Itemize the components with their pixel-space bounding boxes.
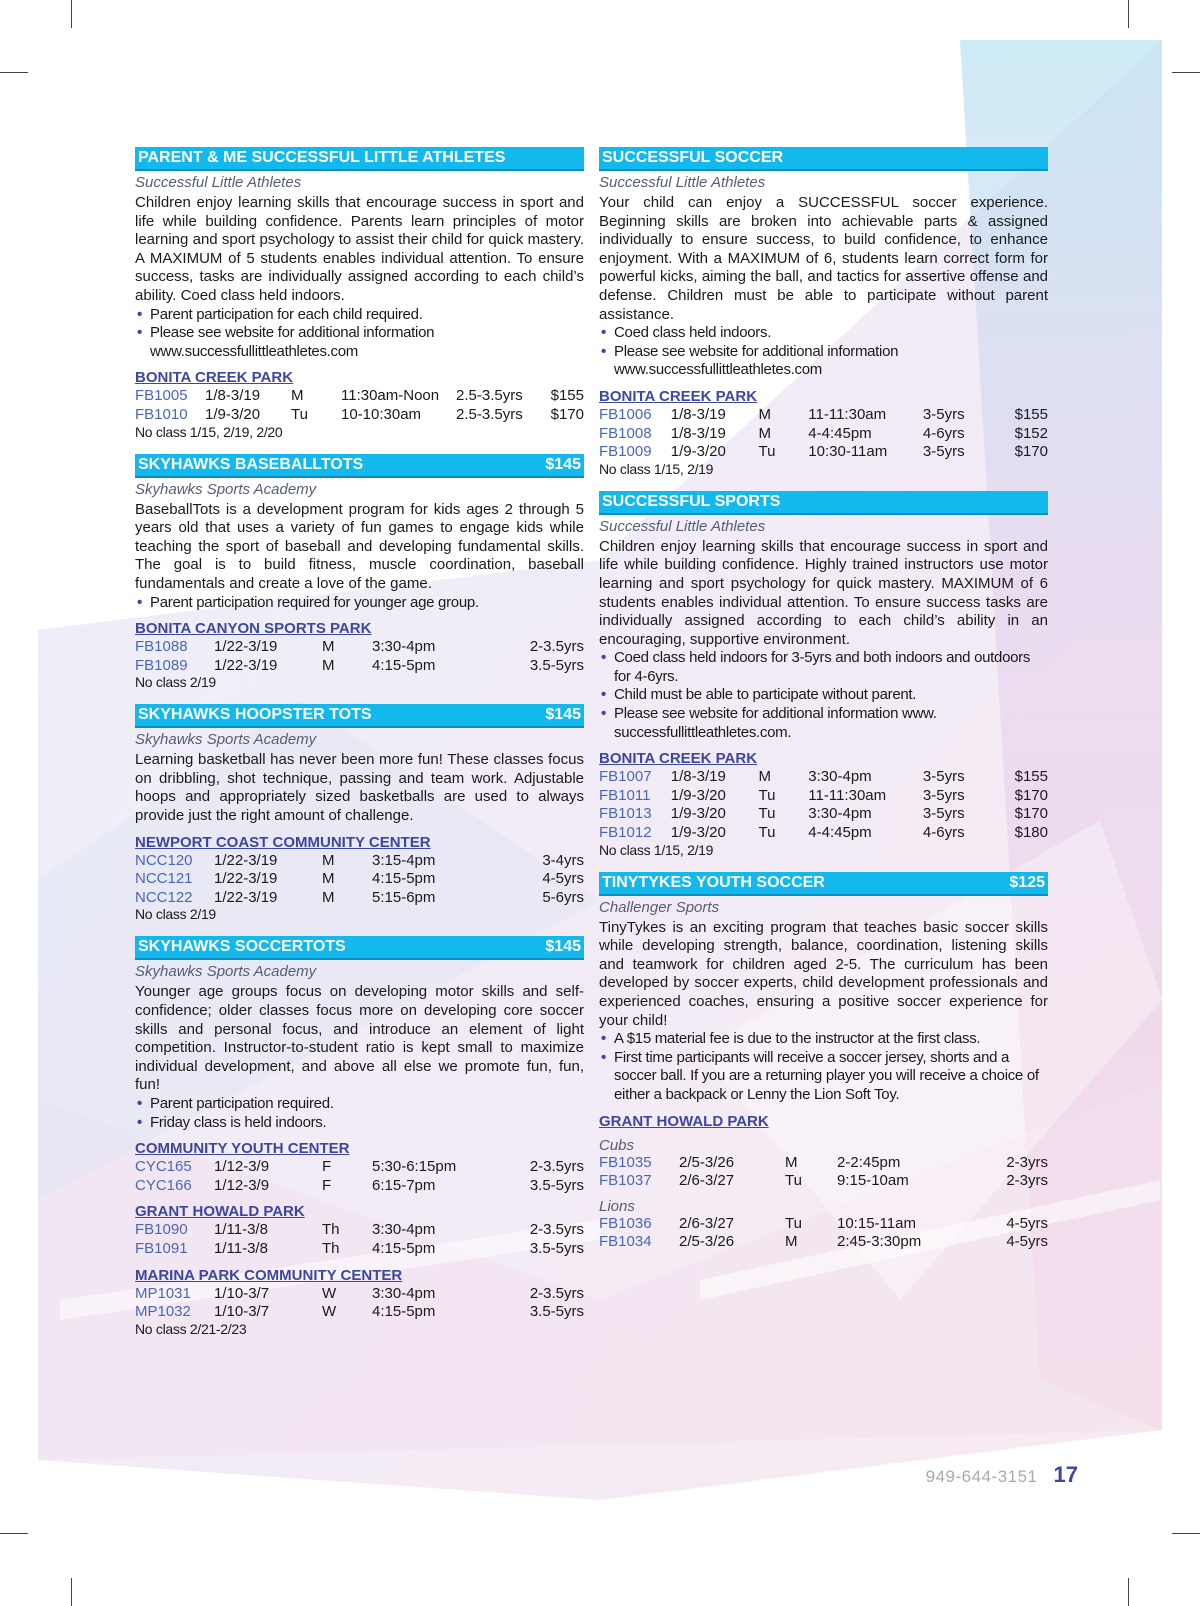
table-cell: 11-11:30am [808,786,887,804]
bullet-text: Please see website for additional information www.successfullittleathletes.com [614,342,899,379]
table-cell: $180 [1014,824,1048,842]
table-cell: 4:15-5pm [372,1303,436,1321]
description: Learning basketball has never been more fun! These classes focus on dribbling, shot technique, passing and team work. Adjustable hoops and appropriately sized basketballs are used to always provide just the right amount of challenge. [135,751,584,825]
table-cell: FB1011 [599,786,651,804]
table-cell: 1/8-3/19 [670,424,726,442]
table-cell: 11:30am-Noon [341,387,440,405]
bullet-icon: • [601,324,606,342]
table-row [599,787,1048,806]
table-cell: FB1009 [599,443,652,461]
table-cell: 1/9-3/20 [205,405,261,423]
bullet-item [599,705,1048,742]
table-cell: 4-4:45pm [808,424,872,442]
table-cell: M [785,1153,798,1171]
table-cell: 3:30-4pm [808,805,872,823]
bullet-text: First time participants will receive a soccer jersey, shorts and a soccer ball. If you are a returning player you will receive a choice of either a backpack or Lenny the Lion Soft Toy. [614,1048,1039,1103]
bullet-text: Parent participation required. [150,1095,334,1112]
table-cell: Tu [758,786,776,804]
table-cell: 2-3.5yrs [529,1221,584,1239]
bullet-text: Coed class held indoors for 3-5yrs and both indoors and outdoors for 4-6yrs. [614,649,1031,685]
table-cell: M [291,387,304,405]
bullet-icon: • [137,305,142,323]
table-cell: 4:15-5pm [372,656,436,674]
section-title: SKYHAWKS HOOPSTER TOTS [138,706,372,724]
table-cell: Tu [785,1172,802,1190]
bullet-icon: • [601,649,606,667]
table-cell: Tu [785,1214,802,1232]
location-name: COMMUNITY YOUTH CENTER [135,1140,350,1158]
table-cell: 3-4yrs [542,851,584,869]
table-row [599,824,1048,843]
bullet-item [599,1030,1048,1049]
section-price: $125 [1009,873,1045,891]
bullet-item [135,1114,584,1133]
table-cell: M [785,1233,798,1251]
table-cell: 3:30-4pm [372,1221,436,1239]
right-column [599,147,1048,1266]
table-row [135,870,584,889]
table-cell: 3-5yrs [922,443,965,461]
table-cell: 1/9-3/20 [670,443,726,461]
table-cell: $170 [1014,805,1048,823]
table-cell: 3.5-5yrs [529,656,584,674]
table-cell: FB1005 [135,387,188,405]
table-cell: M [758,424,771,442]
table-cell: 5:15-6pm [372,888,436,906]
table-cell: 2-3.5yrs [529,1158,584,1176]
table-cell: 1/9-3/20 [670,805,726,823]
location-name: NEWPORT COAST COMMUNITY CENTER [135,833,431,851]
table-cell: 5-6yrs [542,888,584,906]
table-cell: Th [322,1221,340,1239]
table-cell: 3-5yrs [922,768,965,786]
table-cell: $155 [1014,405,1048,423]
no-class-note: No class 1/15, 2/19 [599,460,714,477]
table-cell: FB1037 [599,1172,652,1190]
table-cell: 1/11-3/8 [214,1221,268,1239]
table-row [599,1154,1048,1173]
table-cell: 2-3yrs [1006,1153,1048,1171]
table-cell: FB1008 [599,424,652,442]
table-row [135,852,584,871]
table-cell: M [322,870,335,888]
table-row [135,1303,584,1322]
table-cell: 3.5-5yrs [529,1176,584,1194]
table-cell: $152 [1014,424,1048,442]
location-name: MARINA PARK COMMUNITY CENTER [135,1266,403,1284]
table-cell: 2.5-3.5yrs [456,387,523,405]
table-cell: 6:15-7pm [372,1176,436,1194]
table-cell: 1/12-3/9 [214,1158,270,1176]
table-cell: M [322,638,335,656]
class-section [135,936,584,1336]
table-cell: Tu [758,805,776,823]
bullet-icon: • [137,1095,142,1112]
no-class-note: No class 1/15, 2/19, 2/20 [135,423,283,440]
provider-name: Skyhawks Sports Academy [135,963,317,981]
section-price: $145 [545,706,581,724]
table-cell: 2-3.5yrs [529,1284,584,1302]
bullet-list [135,1095,584,1132]
table-cell: 2/6-3/27 [679,1172,735,1190]
table-cell: F [322,1176,332,1194]
table-cell: MP1032 [135,1303,191,1321]
table-cell: 4:15-5pm [372,1239,436,1257]
section-header [599,491,1048,515]
table-cell: CYC166 [135,1176,192,1194]
table-row [599,406,1048,425]
table-cell: 1/11-3/8 [214,1239,268,1257]
table-cell: NCC121 [135,870,193,888]
table-cell: 10:15-11am [837,1214,916,1232]
table-cell: 1/9-3/20 [670,786,726,804]
crop-mark [1128,0,1129,28]
table-cell: 3:30-4pm [372,638,436,656]
description: BaseballTots is a development program for kids ages 2 through 5 years old that uses a variety of fun games to engage kids while teaching the sport of baseball and developing fundamental skills. The goal is to build fitness, muscle coordination, baseball fundamentals and create a love of the game. [135,500,584,592]
bullet-list [135,306,584,362]
table-cell: FB1088 [135,638,188,656]
table-cell: 4:15-5pm [372,870,436,888]
table-cell: $170 [550,405,584,423]
table-row [599,1172,1048,1191]
table-cell: FB1036 [599,1214,652,1232]
table-cell: 1/22-3/19 [214,888,278,906]
table-cell: 1/22-3/19 [214,870,278,888]
table-cell: MP1031 [135,1284,191,1302]
table-cell: FB1091 [135,1239,188,1257]
class-section [135,147,584,440]
crop-mark [71,0,72,28]
section-title: SUCCESSFUL SOCCER [602,149,784,166]
crop-mark [71,1578,72,1606]
bullet-item [135,1095,584,1114]
bullet-item [135,306,584,325]
location-name: BONITA CREEK PARK [599,750,758,768]
table-cell: FB1012 [599,824,652,842]
section-header [599,147,1048,171]
class-section [135,454,584,691]
section-title: TINYTYKES YOUTH SOCCER [602,873,825,891]
table-cell: 2:45-3:30pm [837,1233,922,1251]
table-cell: W [322,1303,337,1321]
page-number: 17 [1053,1462,1078,1487]
bullet-icon: • [601,686,606,704]
table-row [135,1158,584,1177]
class-section [599,872,1048,1252]
location-name: BONITA CANYON SPORTS PARK [135,620,372,638]
bullet-list [599,1030,1048,1104]
bullet-text: Parent participation required for younger age group. [150,593,479,611]
provider-name: Successful Little Athletes [135,174,302,191]
table-cell: FB1090 [135,1221,188,1239]
table-cell: NCC120 [135,851,193,869]
section-title: SKYHAWKS SOCCERTOTS [138,938,346,956]
bullet-icon: • [601,705,606,723]
table-cell: CYC165 [135,1158,192,1176]
bullet-text: Parent participation for each child required. [150,305,423,323]
provider-name: Successful Little Athletes [599,174,766,191]
provider-name: Skyhawks Sports Academy [135,731,317,749]
table-cell: 3-5yrs [922,805,965,823]
table-cell: 1/8-3/19 [670,405,726,423]
table-cell: F [322,1158,332,1176]
crop-mark [0,1533,28,1534]
table-cell: 5:30-6:15pm [372,1158,457,1176]
table-cell: M [758,768,771,786]
table-cell: 1/10-3/7 [214,1303,270,1321]
section-header [135,704,584,728]
table-cell: Th [322,1239,340,1257]
table-row [135,889,584,908]
bullet-item [599,343,1048,380]
bullet-item [599,649,1048,686]
table-cell: 3.5-5yrs [529,1239,584,1257]
bullet-text: Please see website for additional information www.successfullittleathletes.com [150,324,435,360]
table-cell: 2-3yrs [1006,1172,1048,1190]
provider-name: Skyhawks Sports Academy [135,480,317,498]
table-cell: Tu [758,443,776,461]
location-name: BONITA CREEK PARK [135,369,294,387]
description: TinyTykes is an exciting program that teaches basic soccer skills while developing strength, balance, coordination, listening skills and teamwork for children aged 2-5. The curriculum has been developed by soccer experts, child development professionals and experienced coaches, ensuring a positive soccer experience for your child! [599,918,1048,1029]
bullet-icon: • [601,1030,606,1048]
table-cell: FB1010 [135,405,188,423]
table-cell: 1/22-3/19 [214,656,278,674]
table-row [135,1285,584,1304]
table-cell: FB1089 [135,656,188,674]
section-header [135,147,584,171]
table-cell: 2-2:45pm [837,1153,901,1171]
table-cell: 1/9-3/20 [670,824,726,842]
no-class-note: No class 1/15, 2/19 [599,841,714,858]
table-cell: 3-5yrs [922,786,965,804]
table-cell: M [322,656,335,674]
provider-name: Challenger Sports [599,898,720,916]
bullet-icon: • [601,1048,606,1066]
provider-name: Successful Little Athletes [599,517,766,535]
table-row [599,443,1048,462]
no-class-note: No class 2/19 [135,906,216,923]
table-row [135,1221,584,1240]
page-footer [926,1462,1078,1488]
table-cell: 3-5yrs [922,405,965,423]
table-cell: 4-5yrs [542,870,584,888]
table-cell: $155 [1014,768,1048,786]
bullet-icon: • [137,324,142,342]
table-row [599,768,1048,787]
table-cell: 3:15-4pm [372,851,436,869]
crop-mark [1172,72,1200,73]
group-label: Cubs [599,1136,635,1154]
table-cell: 9:15-10am [837,1172,909,1190]
table-cell: $170 [1014,786,1048,804]
table-cell: 2/5-3/26 [679,1153,735,1171]
table-cell: M [758,405,771,423]
table-cell: $170 [1014,443,1048,461]
group-label: Lions [599,1197,635,1215]
table-cell: 4-6yrs [922,824,965,842]
bullet-icon: • [137,593,142,611]
table-cell: 1/8-3/19 [205,387,261,405]
bullet-text: A $15 material fee is due to the instructor at the first class. [614,1030,981,1048]
table-row [135,657,584,676]
crop-mark [1172,1533,1200,1534]
table-cell: 3:30-4pm [808,768,872,786]
table-cell: M [322,851,335,869]
table-cell: 1/10-3/7 [214,1284,270,1302]
table-row [599,425,1048,444]
left-column [135,147,584,1351]
table-cell: 10-10:30am [341,405,422,423]
bullet-item [599,324,1048,343]
location-name: GRANT HOWALD PARK [135,1203,305,1221]
table-cell: 4-5yrs [1006,1214,1048,1232]
no-class-note: No class 2/21-2/23 [135,1320,247,1337]
table-cell: Tu [758,824,776,842]
table-row [135,387,584,406]
table-cell: 2/6-3/27 [679,1214,735,1232]
location-name: GRANT HOWALD PARK [599,1112,769,1130]
table-row [599,805,1048,824]
table-cell: $155 [550,387,584,405]
bullet-icon: • [601,342,606,360]
location-name: BONITA CREEK PARK [599,387,758,405]
table-cell: 11-11:30am [808,405,887,423]
bullet-item [135,594,584,613]
section-header [599,872,1048,896]
table-cell: 2.5-3.5yrs [456,405,523,423]
table-cell: FB1013 [599,805,652,823]
table-cell: 1/22-3/19 [214,638,278,656]
table-cell: 3.5-5yrs [529,1303,584,1321]
class-section [599,491,1048,858]
table-cell: FB1006 [599,405,652,423]
table-cell: 1/12-3/9 [214,1176,270,1194]
table-row [599,1233,1048,1252]
table-cell: W [322,1284,337,1302]
bullet-icon: • [137,1113,142,1131]
table-row [135,406,584,425]
table-cell: 4-6yrs [922,424,965,442]
table-row [135,638,584,657]
description: Your child can enjoy a SUCCESSFUL soccer experience. Beginning skills are broken into achievable parts & assigned individually to ensure success, to build confidence, to enhance enjoyment. With a MAXIMUM of 6, students learn correct form for powerful kicks, aiming the ball, and tactics for assertive offense and defense. Children must be able to participate without parent assistance. [599,194,1048,323]
table-cell: FB1007 [599,768,652,786]
bullet-text: Friday class is held indoors. [150,1113,327,1131]
no-class-note: No class 2/19 [135,674,216,691]
bullet-list [599,649,1048,742]
section-title: SKYHAWKS BASEBALLTOTS [138,455,364,473]
table-cell: 10:30-11am [808,443,888,461]
section-header [135,454,584,478]
class-section [599,147,1048,477]
section-price: $145 [545,455,581,473]
bullet-text: Child must be able to participate without parent. [614,686,917,704]
table-cell: 3:30-4pm [372,1284,436,1302]
section-title: PARENT & ME SUCCESSFUL LITTLE ATHLETES [138,149,506,166]
table-cell: 1/22-3/19 [214,851,278,869]
bullet-item [599,686,1048,705]
table-cell: Tu [291,405,308,423]
bullet-list [599,324,1048,380]
phone-number: 949-644-3151 [925,1467,1038,1486]
table-cell: 4-4:45pm [808,824,872,842]
description: Children enjoy learning skills that encourage success in sport and life while building confidence. Highly trained instructors use motor learning and sport psychology for quick mastery. MAXIMUM of 6 students enables individual attention. To ensure success tasks are individually assigned according to each child’s ability in an encouraging, supportive environment. [599,537,1048,648]
table-cell: 2/5-3/26 [679,1233,735,1251]
table-cell: 1/8-3/19 [670,768,726,786]
table-row [599,1215,1048,1234]
table-cell: 2-3.5yrs [529,638,584,656]
description: Younger age groups focus on developing motor skills and self-confidence; older classes focus more on developing core soccer skills and personal focus, and introduce an element of light competition. Instructor-to-student ratio is kept small to maximize individual development, and above all else we promote fun, fun, fun! [135,983,584,1094]
bullet-item [599,1049,1048,1105]
description: Children enjoy learning skills that encourage success in sport and life while building confidence. Parents learn principles of motor learning and sport psychology to assist their child for quick mastery. A MAXIMUM of 5 students enables individual attention. To ensure success, tasks are individually assigned according to each child’s ability. Coed class held indoors. [135,194,584,304]
table-row [135,1177,584,1196]
table-cell: M [322,888,335,906]
crop-mark [0,72,28,73]
table-cell: 4-5yrs [1006,1233,1048,1251]
class-section [135,704,584,922]
bullet-list [135,594,584,613]
table-cell: FB1035 [599,1153,652,1171]
bullet-item [135,324,584,361]
section-header [135,936,584,960]
table-cell: FB1034 [599,1233,652,1251]
bullet-text: Please see website for additional information www. successfullittleathletes.com. [614,705,937,741]
crop-mark [1128,1578,1129,1606]
section-title: SUCCESSFUL SPORTS [602,492,781,510]
section-price: $145 [545,938,581,956]
bullet-text: Coed class held indoors. [614,324,772,342]
table-cell: NCC122 [135,888,193,906]
table-row [135,1240,584,1259]
